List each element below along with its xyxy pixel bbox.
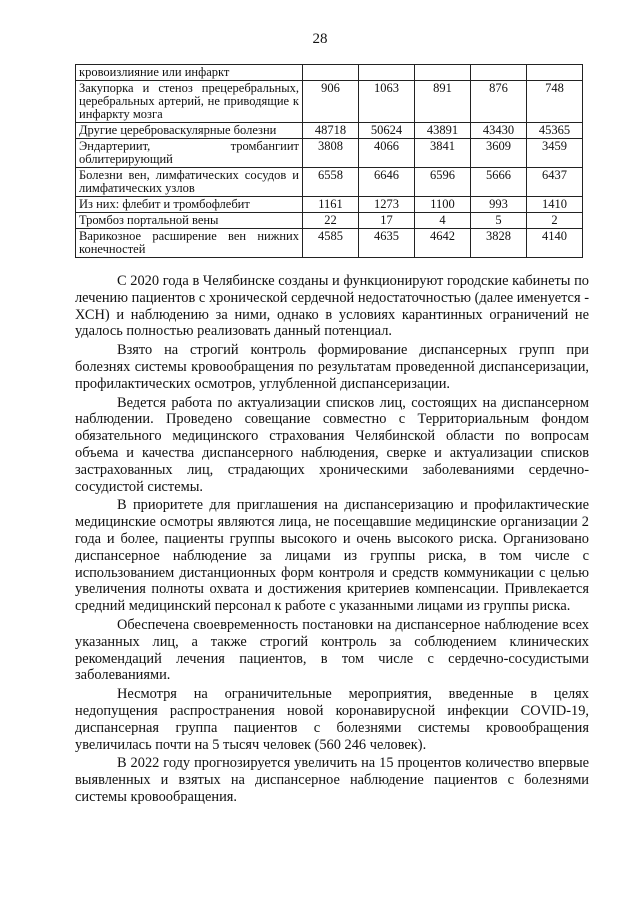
table-row — [76, 168, 583, 197]
table-cell-value: 4140 — [527, 229, 583, 258]
table-cell-value — [415, 65, 471, 81]
body-text — [75, 273, 589, 808]
paragraph: Взято на строгий контроль формирование диспансерных групп при болезнях системы кровообращения по результатам проведенной диспансеризации, профилактических осмотров, углубленной диспансеризации. — [75, 342, 589, 392]
paragraph: Обеспечена своевременность постановки на диспансерное наблюдение всех указанных лиц, а также строгий контроль за соблюдением клинических рекомендаций лечения пациентов, в том числе с сердечно-сосудистыми заболеваниями. — [75, 616, 589, 684]
table-cell-value: 3609 — [471, 139, 527, 168]
row-label: Тромбоз портальной вены — [76, 213, 303, 229]
table-cell-value: 2 — [527, 213, 583, 229]
table-cell-value: 3808 — [303, 139, 359, 168]
table-cell-value: 1410 — [527, 197, 583, 213]
table-cell-value: 4635 — [359, 229, 415, 258]
table-cell-value — [359, 65, 415, 81]
table-cell-value: 50624 — [359, 123, 415, 139]
table-cell-value: 43891 — [415, 123, 471, 139]
table-cell-value: 4585 — [303, 229, 359, 258]
table-cell-value: 5666 — [471, 168, 527, 197]
table-cell-value: 17 — [359, 213, 415, 229]
row-label: Другие цереброваскулярные болезни — [76, 123, 303, 139]
paragraph: Несмотря на ограничительные мероприятия, введенные в целях недопущения распространения новой коронавирусной инфекции COVID-19, диспансерная группа пациентов с болезнями системы кровообращения увеличилась почти на 5 тысяч человек (560 246 человек). — [75, 686, 589, 753]
table-row — [76, 81, 583, 123]
table-cell-value: 1273 — [359, 197, 415, 213]
table-cell-value: 3459 — [527, 139, 583, 168]
row-label: Варикозное расширение вен нижних конечностей — [76, 229, 303, 258]
table-cell-value: 48718 — [303, 123, 359, 139]
table-cell-value: 748 — [527, 81, 583, 123]
row-label: кровоизлияние или инфаркт — [76, 65, 303, 81]
table-body — [76, 65, 583, 258]
table-cell-value: 993 — [471, 197, 527, 213]
table-cell-value: 1100 — [415, 197, 471, 213]
table-row — [76, 65, 583, 81]
page-number: 28 — [312, 31, 328, 47]
table-row — [76, 197, 583, 213]
table-cell-value: 6437 — [527, 168, 583, 197]
table-cell-value — [527, 65, 583, 81]
paragraph: В приоритете для приглашения на диспансеризацию и профилактические медицинские осмотры являются лица, не посещавшие медицинские организации 2 года и более, пациенты группы высокого и очень высокого риска. Организовано диспансерное наблюдение за лицами из группы риска, в том числе с использованием дистанционных форм контроля и средств коммуникации с целью увеличения полноты охвата и достижения критериев компенсации. Привлекается средний медицинский персонал к работе с указанными лицами из группы риска. — [75, 497, 589, 615]
table-row — [76, 123, 583, 139]
table-cell-value: 4642 — [415, 229, 471, 258]
table-cell-value: 22 — [303, 213, 359, 229]
paragraph: Ведется работа по актуализации списков лиц, состоящих на диспансерном наблюдении. Проведено совещание совместно с Территориальным фондом обязательного медицинского страхования Челябинской области по вопросам объема и качества диспансерного наблюдения, сверке и актуализации списков застрахованных лиц, страдающих хроническими заболеваниями сердечно-сосудистой системы. — [75, 394, 589, 495]
table-row — [76, 213, 583, 229]
row-label: Эндартериит, тромбангиит облитерирующий — [76, 139, 303, 168]
table-cell-value: 6596 — [415, 168, 471, 197]
paragraph: С 2020 года в Челябинске созданы и функционируют городские кабинеты по лечению пациентов с хронической сердечной недостаточностью (далее именуется - ХСН) и наблюдению за ними, однако в условиях карантинных ограничений не удалось полностью реализовать данный потенциал. — [75, 273, 589, 340]
table-cell-value: 1063 — [359, 81, 415, 123]
table-cell-value — [303, 65, 359, 81]
table-cell-value: 4066 — [359, 139, 415, 168]
table-cell-value: 3828 — [471, 229, 527, 258]
table-cell-value: 3841 — [415, 139, 471, 168]
table-cell-value: 906 — [303, 81, 359, 123]
table-cell-value: 876 — [471, 81, 527, 123]
table-cell-value: 6558 — [303, 168, 359, 197]
statistics-table — [75, 64, 583, 258]
table-cell-value: 1161 — [303, 197, 359, 213]
row-label: Из них: флебит и тромбофлебит — [76, 197, 303, 213]
row-label: Болезни вен, лимфатических сосудов и лимфатических узлов — [76, 168, 303, 197]
table-row — [76, 229, 583, 258]
table-cell-value: 6646 — [359, 168, 415, 197]
table-cell-value: 4 — [415, 213, 471, 229]
row-label: Закупорка и стеноз прецеребральных, церебральных артерий, не приводящие к инфаркту мозга — [76, 81, 303, 123]
paragraph: В 2022 году прогнозируется увеличить на 15 процентов количество впервые выявленных и взятых на диспансерное наблюдение пациентов с болезнями системы кровообращения. — [75, 755, 589, 805]
table-cell-value: 891 — [415, 81, 471, 123]
table-cell-value: 45365 — [527, 123, 583, 139]
table-cell-value: 43430 — [471, 123, 527, 139]
table-row — [76, 139, 583, 168]
table-cell-value: 5 — [471, 213, 527, 229]
table-cell-value — [471, 65, 527, 81]
